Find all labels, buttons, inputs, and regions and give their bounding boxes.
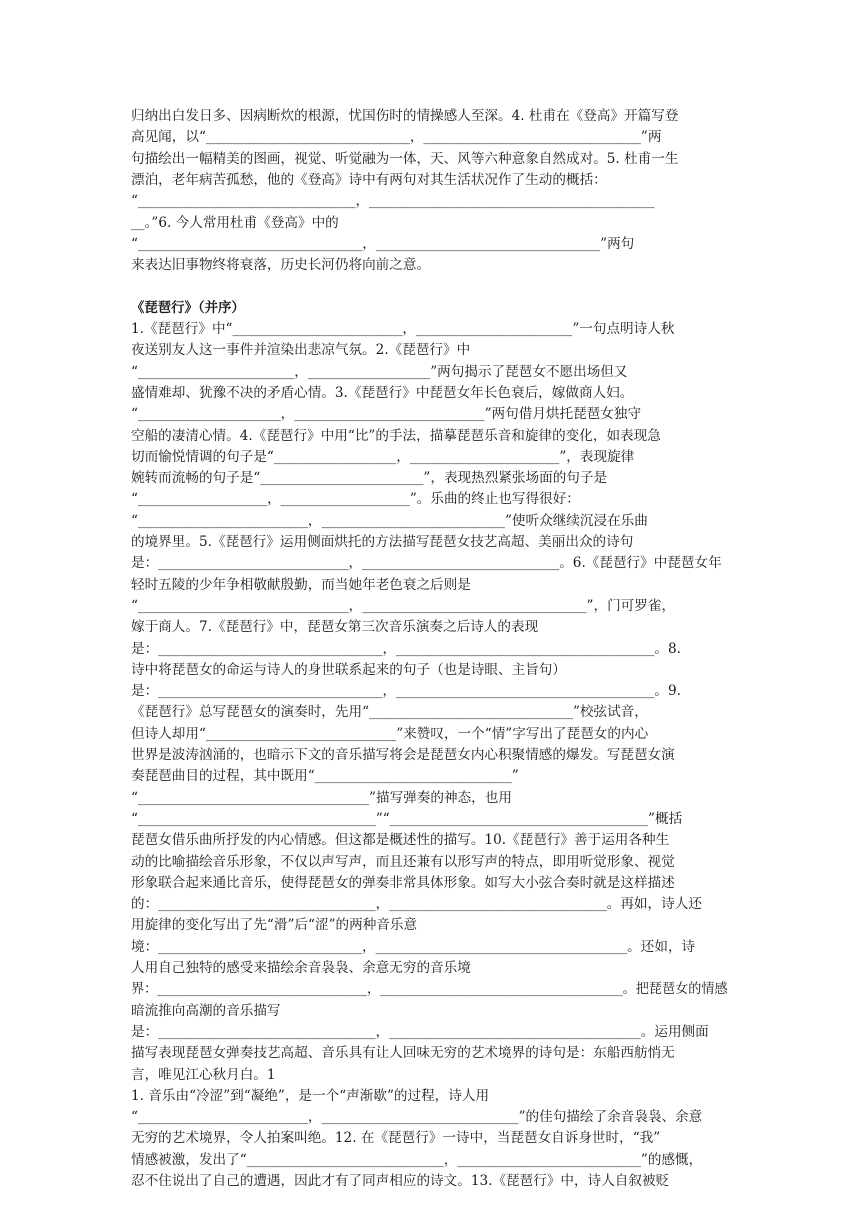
text-line: 无穷的艺术境界，令人拍案叫绝。12. 在《琵琶行》一诗中，当琵琶女自诉身世时，“我” <box>131 1130 661 1147</box>
text-line: 漂泊，老年病苦孤愁，他的《登高》诗中有两句对其生活状况作了生动的概括： <box>131 171 607 188</box>
text-line: 归纳出白发日多、因病断炊的根源，忧国伤时的情操感人至深。4. 杜甫在《登高》开篇写登 <box>131 108 679 124</box>
text-line: “_________________________，_____________________________”的佳句描绘了余音袅袅、余意 <box>131 1109 703 1126</box>
text-line: 婉转而流畅的句子是“________________________”，表现热烈紧张场面的句子是 <box>131 470 608 487</box>
text-line: 是：____________________________，_____________________________。6.《琵琶行》中琵琶女年 <box>131 555 722 572</box>
text-line: 用旋律的变化写出了先“滑”后“涩”的两种音乐意 <box>131 917 418 934</box>
text-line: 轻时五陵的少年争相敬献殷勤，而当她年老色衰之后则是 <box>131 576 471 593</box>
text-line: 1.《琵琶行》中“_________________________，_______________________”一句点明诗人秋 <box>131 321 675 337</box>
text-line: “_______________________________，_________________________________”，门可罗雀， <box>131 597 676 614</box>
text-line: 界：________________________________，_____________________________________。把琵琶女的情感 <box>131 981 728 998</box>
text-line: 琵琶女借乐曲所抒发的内心情感。但这都是概述性的描写。10.《琵琶行》善于运用各种生 <box>131 832 670 849</box>
text-line: 但诗人却用“____________________________”来赞叹，一个“情”字写出了琵琶女的内心 <box>131 725 649 742</box>
text-line: “________________________________，__________________________________________ <box>131 193 655 210</box>
text-line: 盛情难却、犹豫不决的矛盾心情。3.《琵琶行》中琵琶女年长色衰后，嫁做商人妇。 <box>131 384 634 401</box>
text-line: 是：________________________________，_____________________________________。运用侧面 <box>131 1023 709 1040</box>
text-line: 的境界里。5.《琵琶行》运用侧面烘托的方法描写琵琶女技艺高超、美丽出众的诗句 <box>131 534 634 550</box>
text-line: 言，唯见江心秋月白。1 <box>131 1066 276 1083</box>
text-line: 境：______________________________，_____________________________________。还如，诗 <box>131 938 696 955</box>
text-line: 嫁于商人。7.《琵琶行》中，琵琶女第三次音乐演奏之后诗人的表现 <box>131 619 539 636</box>
text-line: 世界是波涛汹涌的，也暗示下文的音乐描写将会是琵琶女内心积聚情感的爆发。写琵琶女演 <box>131 747 675 763</box>
text-line: 句描绘出一幅精美的图画，视觉、听觉融为一体，天、风等六种意象自然成对。5. 杜甫一生 <box>131 150 679 167</box>
text-line: “_______________________，__________________”两句揭示了琵琶女不愿出场但又 <box>131 363 628 380</box>
text-line: “___________________________________”“______________________________________”概括 <box>131 810 683 827</box>
text-line: 情感被激，发出了“_____________________________，___________________________”的感慨， <box>131 1151 703 1168</box>
text-line: 是：_________________________________，______________________________________。8. <box>131 640 681 657</box>
text-line: 诗中将琵琶女的命运与诗人的身世联系起来的句子（也是诗眼、主旨句） <box>131 661 566 678</box>
text-line: 1. 音乐由“冷涩”到“凝绝”，是一个“声渐歇”的过程，诗人用 <box>131 1087 490 1104</box>
text-line: 夜送别友人这一事件并渲染出悲凉气氛。2.《琵琶行》中 <box>131 342 471 359</box>
text-line: “___________________，___________________”。乐曲的终止也写得很好： <box>131 491 580 508</box>
text-line: “_________________________________，_________________________________”两句 <box>131 235 635 252</box>
text-line: 是：_________________________________，______________________________________。9. <box>131 683 681 700</box>
text-line: 忍不住说出了自己的遭遇，因此才有了同声相应的诗文。13.《琵琶行》中，诗人自叙被贬 <box>131 1173 670 1189</box>
text-line: “__________________________________”描写弹奏的神态，也用 <box>131 789 512 806</box>
text-line: 空船的凄清心情。4.《琵琶行》中用“比”的手法，描摹琵琶乐音和旋律的变化，如表现急 <box>131 427 661 444</box>
text-line: “_________________________，___________________________”使听众继续沉浸在乐曲 <box>131 512 648 529</box>
text-line: 的：________________________________，________________________________。再如，诗人还 <box>131 896 702 913</box>
text-line: “_____________________，____________________________”两句借月烘托琵琶女独守 <box>131 406 642 423</box>
text-line: 形象联合起来通比音乐，使得琵琶女的弹奏非常具体形象。如写大小弦合奏时就是这样描述 <box>131 874 675 891</box>
text-line: 《琵琶行》（并序） <box>131 300 245 316</box>
text-line: 描写表现琵琶女弹奏技艺高超、音乐具有让人回味无穷的艺术境界的诗句是：东船西舫悄无 <box>131 1045 675 1062</box>
text-line: __。”6. 今人常用杜甫《登高》中的 <box>131 214 339 231</box>
text-line: 人用自己独特的感受来描绘余音袅袅、余意无穷的音乐境 <box>131 960 471 976</box>
text-line: 奏琵琶曲目的过程，其中既用“_____________________________” <box>131 768 519 785</box>
text-line: 动的比喻描绘音乐形象，不仅以声写声，而且还兼有以形写声的特点，即用听觉形象、视觉 <box>131 853 675 870</box>
text-line: 《琵琶行》总写琵琶女的演奏时，先用“______________________________”校弦试音， <box>131 704 648 721</box>
text-line: 高见闻，以“______________________________，________________________________”两 <box>131 129 662 146</box>
text-line: 切而愉悦情调的句子是“__________________，______________________”，表现旋律 <box>131 448 635 465</box>
text-line: 来表达旧事物终将衰落，历史长河仍将向前之意。 <box>131 257 431 274</box>
text-line: 暗流推向高潮的音乐描写 <box>131 1002 281 1019</box>
